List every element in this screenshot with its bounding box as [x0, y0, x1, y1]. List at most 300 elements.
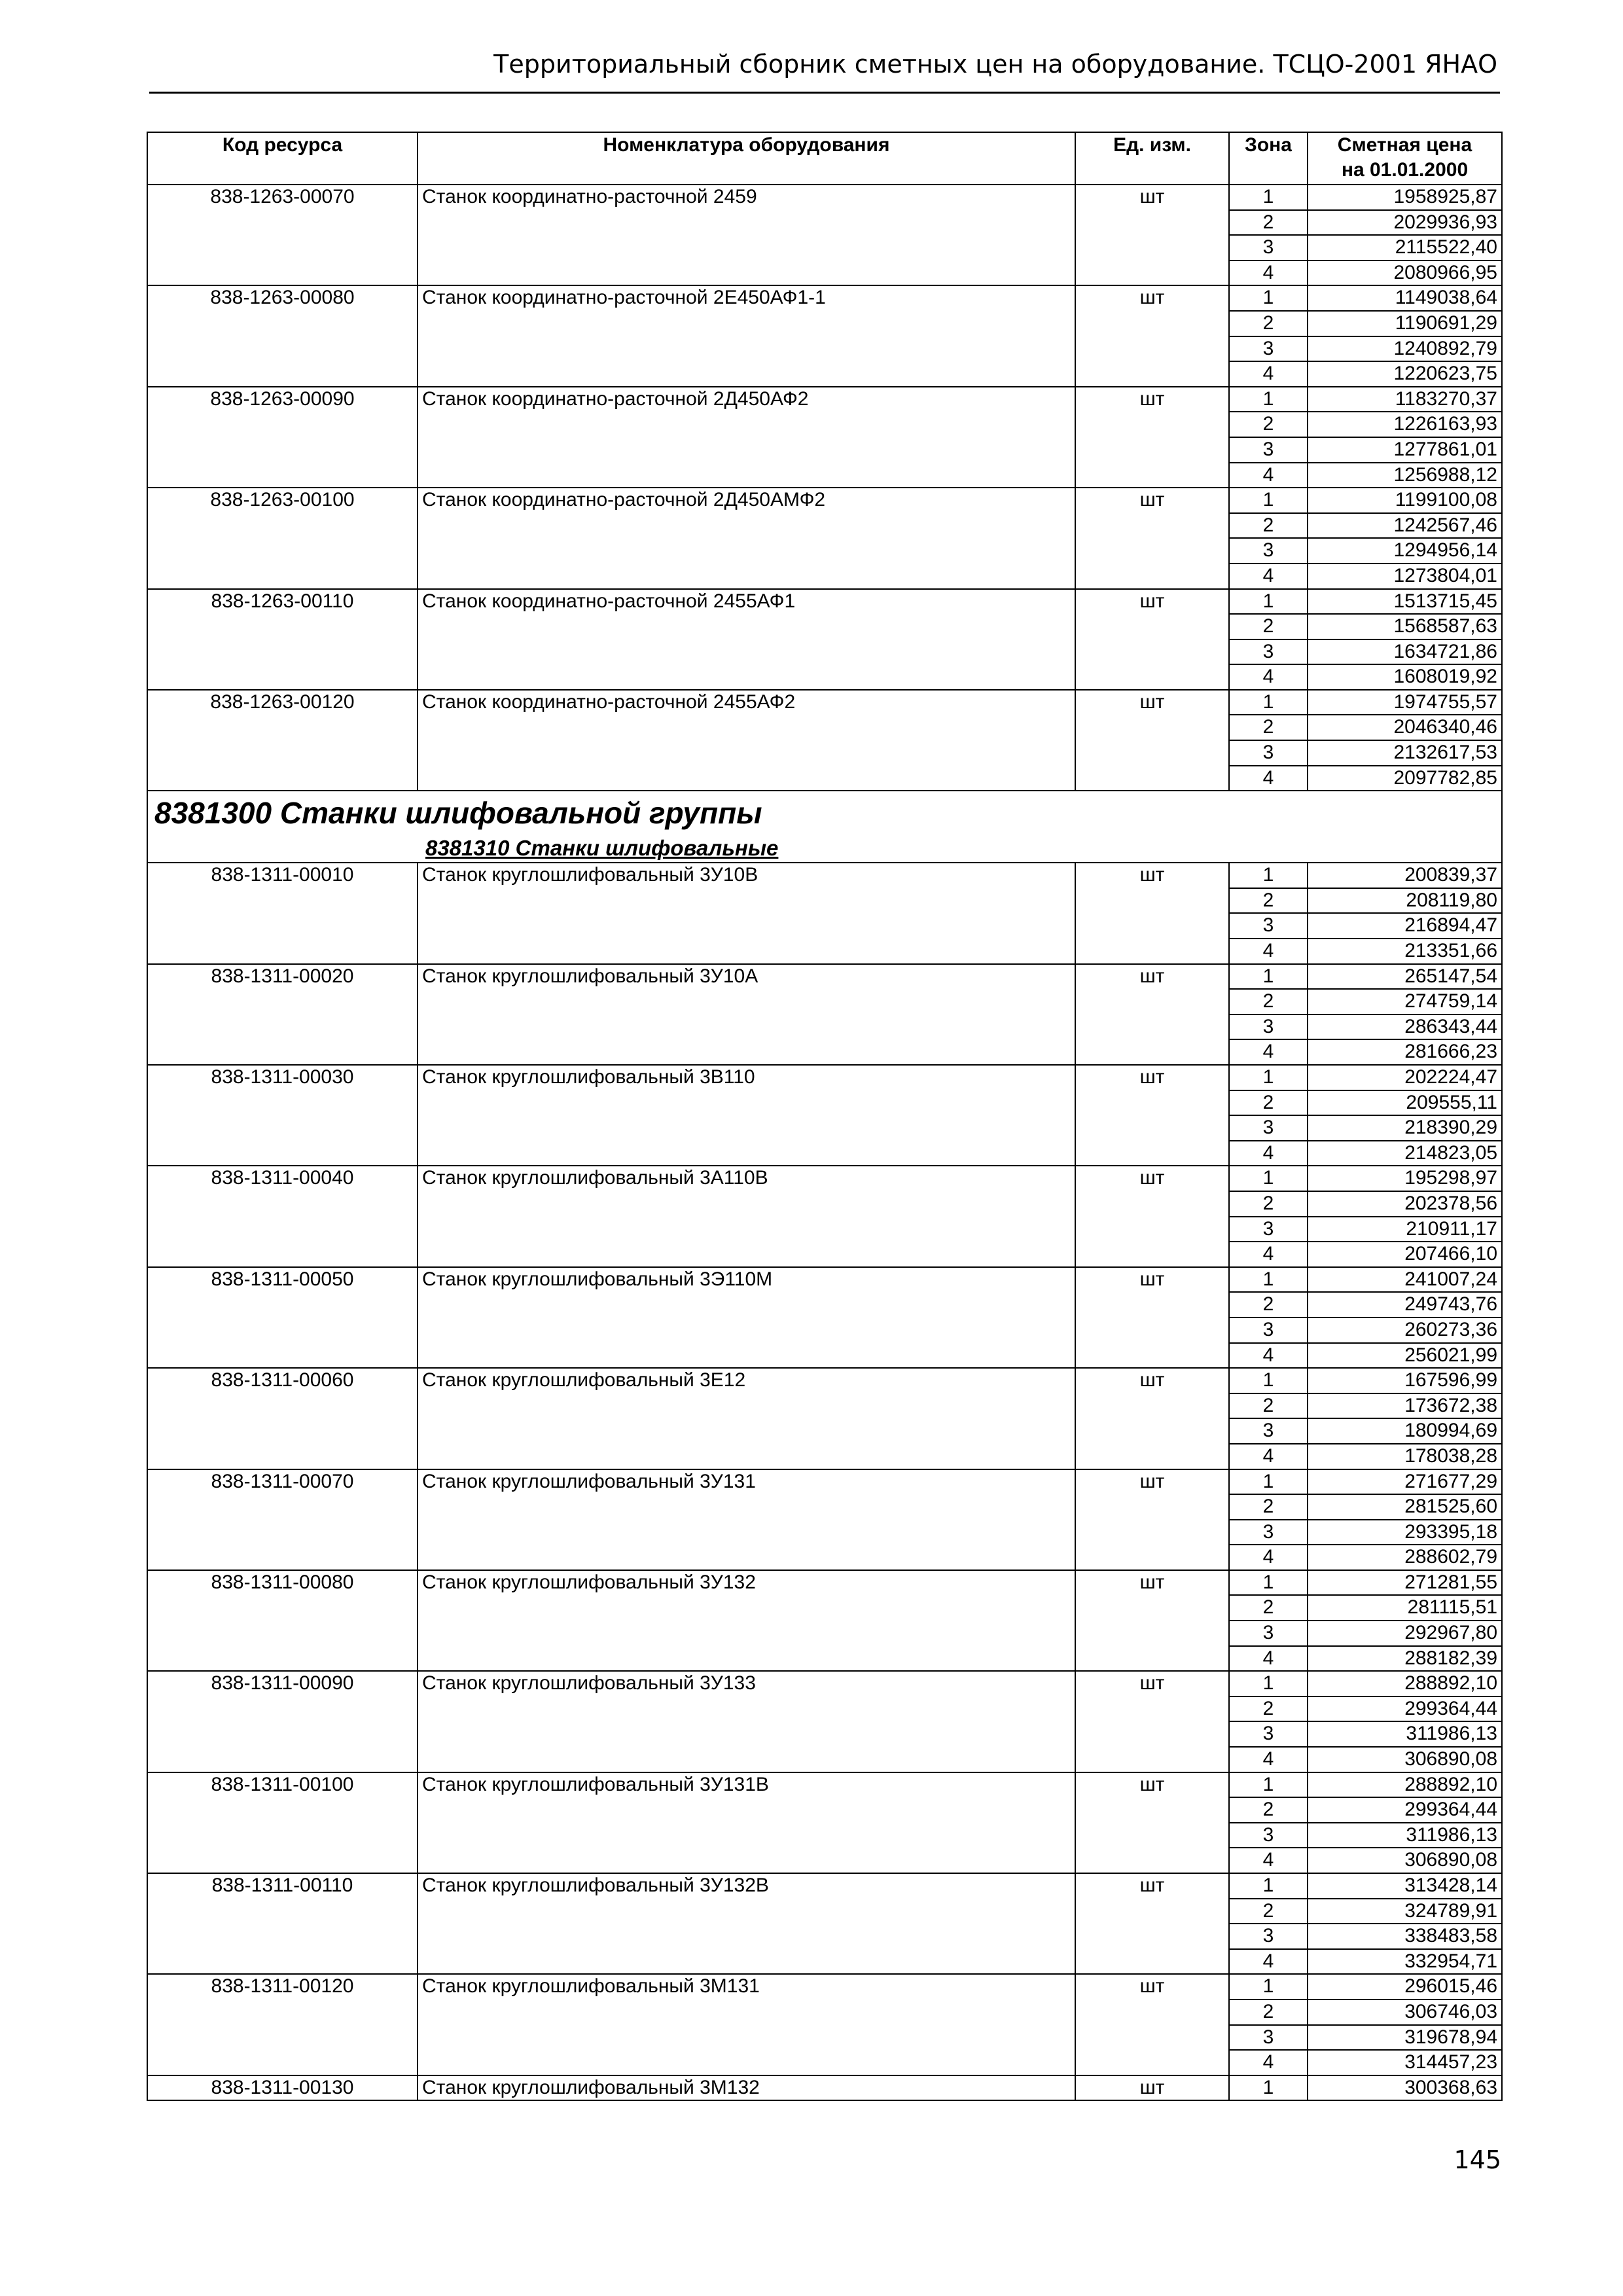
zone-number: 1 — [1229, 1368, 1308, 1393]
equipment-name-empty — [418, 1418, 1075, 1444]
unit-of-measure-empty — [1075, 1318, 1229, 1343]
unit-of-measure: шт — [1075, 1873, 1229, 1899]
estimated-price: 292967,80 — [1308, 1621, 1502, 1646]
zone-number: 3 — [1229, 1217, 1308, 1242]
estimated-price: 1220623,75 — [1308, 361, 1502, 387]
unit-of-measure-empty — [1075, 1797, 1229, 1823]
resource-code-empty — [147, 1899, 418, 1924]
unit-of-measure: шт — [1075, 1671, 1229, 1696]
resource-code-empty — [147, 989, 418, 1014]
equipment-name-empty — [418, 1924, 1075, 1949]
unit-of-measure: шт — [1075, 1974, 1229, 2000]
unit-of-measure-empty — [1075, 1595, 1229, 1621]
estimated-price: 286343,44 — [1308, 1014, 1502, 1040]
equipment-name: Станок круглошлифовальный 3У10А — [418, 964, 1075, 990]
section-title: 8381300 Станки шлифовальной группы — [147, 791, 1502, 834]
estimated-price: 1608019,92 — [1308, 664, 1502, 690]
table-row — [147, 1721, 1502, 1747]
table-row — [147, 1343, 1502, 1369]
estimated-price: 271281,55 — [1308, 1570, 1502, 1596]
unit-of-measure-empty — [1075, 1520, 1229, 1545]
equipment-name-empty — [418, 1949, 1075, 1975]
resource-code-empty — [147, 1949, 418, 1975]
resource-code-empty — [147, 1242, 418, 1267]
zone-number: 4 — [1229, 260, 1308, 286]
table-row — [147, 1621, 1502, 1646]
estimated-price: 1974755,57 — [1308, 690, 1502, 715]
table-row — [147, 235, 1502, 260]
estimated-price: 2080966,95 — [1308, 260, 1502, 286]
column-header-price — [1308, 132, 1502, 185]
price-header-line2: на 01.01.2000 — [1341, 159, 1469, 181]
estimated-price: 216894,47 — [1308, 913, 1502, 939]
estimated-price: 281666,23 — [1308, 1039, 1502, 1065]
unit-of-measure: шт — [1075, 1267, 1229, 1293]
table-row — [147, 690, 1502, 715]
table-row — [147, 1469, 1502, 1495]
unit-of-measure-empty — [1075, 1646, 1229, 1672]
table-row — [147, 1949, 1502, 1975]
table-row — [147, 1418, 1502, 1444]
estimated-price: 306746,03 — [1308, 2000, 1502, 2025]
table-row — [147, 513, 1502, 539]
zone-number: 1 — [1229, 488, 1308, 513]
resource-code-empty — [147, 513, 418, 539]
zone-number: 3 — [1229, 1520, 1308, 1545]
resource-code-empty — [147, 1848, 418, 1873]
estimated-price: 2115522,40 — [1308, 235, 1502, 260]
table-row — [147, 1899, 1502, 1924]
equipment-name: Станок круглошлифовальный 3У10В — [418, 863, 1075, 888]
zone-number: 2 — [1229, 1595, 1308, 1621]
table-row — [147, 1014, 1502, 1040]
equipment-name-empty — [418, 639, 1075, 665]
zone-number: 4 — [1229, 2050, 1308, 2075]
resource-code-empty — [147, 1621, 418, 1646]
equipment-name-empty — [418, 564, 1075, 589]
table-row — [147, 1368, 1502, 1393]
estimated-price: 324789,91 — [1308, 1899, 1502, 1924]
subsection-heading-row — [147, 834, 1502, 863]
estimated-price: 213351,66 — [1308, 939, 1502, 964]
table-row — [147, 1090, 1502, 1116]
table-row — [147, 740, 1502, 766]
resource-code-empty — [147, 1014, 418, 1040]
resource-code-empty — [147, 913, 418, 939]
equipment-name-empty — [418, 412, 1075, 437]
resource-code-empty — [147, 888, 418, 914]
table-row — [147, 1747, 1502, 1772]
estimated-price: 180994,69 — [1308, 1418, 1502, 1444]
unit-of-measure-empty — [1075, 564, 1229, 589]
resource-code-empty — [147, 664, 418, 690]
column-header-unit: Ед. изм. — [1075, 132, 1229, 185]
column-header-name: Номенклатура оборудования — [418, 132, 1075, 185]
unit-of-measure: шт — [1075, 185, 1229, 210]
equipment-name-empty — [418, 740, 1075, 766]
subsection-title: 8381310 Станки шлифовальные — [425, 836, 779, 861]
estimated-price: 200839,37 — [1308, 863, 1502, 888]
equipment-name-empty — [418, 538, 1075, 564]
estimated-price: 1199100,08 — [1308, 488, 1502, 513]
equipment-name-empty — [418, 1014, 1075, 1040]
zone-number: 4 — [1229, 361, 1308, 387]
estimated-price: 241007,24 — [1308, 1267, 1502, 1293]
estimated-price: 281115,51 — [1308, 1595, 1502, 1621]
unit-of-measure-empty — [1075, 1621, 1229, 1646]
zone-number: 2 — [1229, 311, 1308, 336]
estimated-price: 1190691,29 — [1308, 311, 1502, 336]
table-row — [147, 766, 1502, 791]
resource-code-empty — [147, 361, 418, 387]
unit-of-measure: шт — [1075, 1065, 1229, 1090]
resource-code: 838-1311-00080 — [147, 1570, 418, 1596]
equipment-name-empty — [418, 1444, 1075, 1469]
equipment-name-empty — [418, 463, 1075, 488]
equipment-name-empty — [418, 437, 1075, 463]
table-row — [147, 311, 1502, 336]
equipment-name-empty — [418, 2050, 1075, 2075]
equipment-name: Станок круглошлифовальный 3А110В — [418, 1166, 1075, 1191]
table-row — [147, 463, 1502, 488]
estimated-price: 332954,71 — [1308, 1949, 1502, 1975]
table-row — [147, 1039, 1502, 1065]
estimated-price: 313428,14 — [1308, 1873, 1502, 1899]
equipment-name: Станок координатно-расточной 2Е450АФ1-1 — [418, 285, 1075, 311]
table-row — [147, 1217, 1502, 1242]
estimated-price: 2046340,46 — [1308, 715, 1502, 740]
zone-number: 1 — [1229, 285, 1308, 311]
zone-number: 2 — [1229, 1090, 1308, 1116]
zone-number: 3 — [1229, 235, 1308, 260]
equipment-name-empty — [418, 989, 1075, 1014]
estimated-price: 1240892,79 — [1308, 336, 1502, 362]
zone-number: 1 — [1229, 185, 1308, 210]
estimated-price: 288182,39 — [1308, 1646, 1502, 1672]
estimated-price: 265147,54 — [1308, 964, 1502, 990]
estimated-price: 311986,13 — [1308, 1823, 1502, 1848]
equipment-name-empty — [418, 939, 1075, 964]
zone-number: 4 — [1229, 1848, 1308, 1873]
zone-number: 1 — [1229, 863, 1308, 888]
estimated-price: 202378,56 — [1308, 1191, 1502, 1217]
unit-of-measure-empty — [1075, 1418, 1229, 1444]
resource-code-empty — [147, 1090, 418, 1116]
estimated-price: 296015,46 — [1308, 1974, 1502, 2000]
unit-of-measure-empty — [1075, 1217, 1229, 1242]
zone-number: 1 — [1229, 1671, 1308, 1696]
table-row — [147, 2000, 1502, 2025]
zone-number: 2 — [1229, 614, 1308, 639]
section-block — [147, 791, 1502, 863]
resource-code: 838-1263-00080 — [147, 285, 418, 311]
resource-code-empty — [147, 1797, 418, 1823]
resource-code-empty — [147, 766, 418, 791]
table-row — [147, 210, 1502, 236]
resource-code: 838-1263-00090 — [147, 387, 418, 412]
table-row — [147, 1494, 1502, 1520]
resource-code-empty — [147, 1595, 418, 1621]
estimated-price: 218390,29 — [1308, 1115, 1502, 1141]
estimated-price: 299364,44 — [1308, 1696, 1502, 1722]
zone-number: 2 — [1229, 989, 1308, 1014]
zone-number: 4 — [1229, 1444, 1308, 1469]
unit-of-measure-empty — [1075, 1721, 1229, 1747]
zone-number: 2 — [1229, 1191, 1308, 1217]
unit-of-measure: шт — [1075, 1570, 1229, 1596]
unit-of-measure-empty — [1075, 1444, 1229, 1469]
unit-of-measure-empty — [1075, 1949, 1229, 1975]
resource-code-empty — [147, 1217, 418, 1242]
equipment-name-empty — [418, 1823, 1075, 1848]
equipment-name-empty — [418, 888, 1075, 914]
estimated-price: 195298,97 — [1308, 1166, 1502, 1191]
unit-of-measure-empty — [1075, 664, 1229, 690]
zone-number: 1 — [1229, 964, 1308, 990]
equipment-name-empty — [418, 1696, 1075, 1722]
equipment-name-empty — [418, 1899, 1075, 1924]
estimated-price: 338483,58 — [1308, 1924, 1502, 1949]
zone-number: 1 — [1229, 589, 1308, 615]
price-header-line1: Сметная цена — [1337, 134, 1472, 156]
table-row — [147, 285, 1502, 311]
zone-number: 1 — [1229, 1065, 1308, 1090]
resource-code: 838-1311-00090 — [147, 1671, 418, 1696]
equipment-name: Станок круглошлифовальный 3У131В — [418, 1772, 1075, 1798]
zone-number: 4 — [1229, 1242, 1308, 1267]
zone-number: 1 — [1229, 1267, 1308, 1293]
equipment-name: Станок круглошлифовальный 3У131 — [418, 1469, 1075, 1495]
zone-number: 3 — [1229, 1418, 1308, 1444]
equipment-name-empty — [418, 1115, 1075, 1141]
zone-number: 2 — [1229, 210, 1308, 236]
unit-of-measure-empty — [1075, 2000, 1229, 2025]
estimated-price: 249743,76 — [1308, 1292, 1502, 1318]
equipment-name-empty — [418, 614, 1075, 639]
zone-number: 3 — [1229, 1924, 1308, 1949]
equipment-name-empty — [418, 1242, 1075, 1267]
table-row — [147, 1166, 1502, 1191]
column-header-code: Код ресурса — [147, 132, 418, 185]
unit-of-measure: шт — [1075, 1469, 1229, 1495]
estimated-price: 1277861,01 — [1308, 437, 1502, 463]
unit-of-measure: шт — [1075, 1772, 1229, 1798]
unit-of-measure-empty — [1075, 715, 1229, 740]
unit-of-measure: шт — [1075, 964, 1229, 990]
table-row — [147, 1797, 1502, 1823]
zone-number: 1 — [1229, 387, 1308, 412]
estimated-price: 281525,60 — [1308, 1494, 1502, 1520]
estimated-price: 256021,99 — [1308, 1343, 1502, 1369]
equipment-name: Станок координатно-расточной 2Д450АМФ2 — [418, 488, 1075, 513]
zone-number: 3 — [1229, 639, 1308, 665]
resource-code-empty — [147, 715, 418, 740]
unit-of-measure-empty — [1075, 336, 1229, 362]
unit-of-measure-empty — [1075, 260, 1229, 286]
resource-code-empty — [147, 538, 418, 564]
equipment-name: Станок круглошлифовальный 3Э110М — [418, 1267, 1075, 1293]
unit-of-measure: шт — [1075, 589, 1229, 615]
unit-of-measure: шт — [1075, 1166, 1229, 1191]
unit-of-measure-empty — [1075, 1191, 1229, 1217]
equipment-name: Станок координатно-расточной 2Д450АФ2 — [418, 387, 1075, 412]
resource-code-empty — [147, 1418, 418, 1444]
zone-number: 1 — [1229, 1873, 1308, 1899]
unit-of-measure: шт — [1075, 690, 1229, 715]
estimated-price: 1513715,45 — [1308, 589, 1502, 615]
unit-of-measure-empty — [1075, 1090, 1229, 1116]
estimated-price: 208119,80 — [1308, 888, 1502, 914]
estimated-price: 306890,08 — [1308, 1747, 1502, 1772]
resource-code-empty — [147, 1747, 418, 1772]
equipment-name-empty — [418, 766, 1075, 791]
table-row — [147, 1191, 1502, 1217]
zone-number: 1 — [1229, 1469, 1308, 1495]
table-row — [147, 863, 1502, 888]
equipment-name-empty — [418, 1292, 1075, 1318]
table-row — [147, 1823, 1502, 1848]
estimated-price: 207466,10 — [1308, 1242, 1502, 1267]
unit-of-measure-empty — [1075, 437, 1229, 463]
table-row — [147, 1520, 1502, 1545]
unit-of-measure-empty — [1075, 1292, 1229, 1318]
resource-code-empty — [147, 1646, 418, 1672]
table-row — [147, 1873, 1502, 1899]
resource-code: 838-1311-00030 — [147, 1065, 418, 1090]
resource-code-empty — [147, 1318, 418, 1343]
zone-number: 4 — [1229, 939, 1308, 964]
unit-of-measure-empty — [1075, 235, 1229, 260]
zone-number: 2 — [1229, 715, 1308, 740]
unit-of-measure: шт — [1075, 863, 1229, 888]
resource-code-empty — [147, 939, 418, 964]
table-row — [147, 1595, 1502, 1621]
resource-code-empty — [147, 1393, 418, 1419]
unit-of-measure-empty — [1075, 1696, 1229, 1722]
table-row — [147, 989, 1502, 1014]
equipment-name-empty — [418, 2025, 1075, 2051]
zone-number: 3 — [1229, 437, 1308, 463]
zone-number: 4 — [1229, 463, 1308, 488]
estimated-price: 214823,05 — [1308, 1141, 1502, 1166]
table-row — [147, 1924, 1502, 1949]
equipment-name: Станок координатно-расточной 2455АФ2 — [418, 690, 1075, 715]
resource-code-empty — [147, 210, 418, 236]
table-row — [147, 913, 1502, 939]
estimated-price: 167596,99 — [1308, 1368, 1502, 1393]
estimated-price: 306890,08 — [1308, 1848, 1502, 1873]
resource-code-empty — [147, 412, 418, 437]
equipment-name: Станок круглошлифовальный 3В110 — [418, 1065, 1075, 1090]
table-row — [147, 1570, 1502, 1596]
equipment-name-empty — [418, 1318, 1075, 1343]
resource-code: 838-1263-00070 — [147, 185, 418, 210]
resource-code: 838-1311-00050 — [147, 1267, 418, 1293]
table-row — [147, 1545, 1502, 1570]
equipment-name-empty — [418, 1520, 1075, 1545]
equipment-name-empty — [418, 1545, 1075, 1570]
table-row — [147, 564, 1502, 589]
zone-number: 1 — [1229, 1974, 1308, 2000]
zone-number: 4 — [1229, 1141, 1308, 1166]
unit-of-measure-empty — [1075, 888, 1229, 914]
zone-number: 3 — [1229, 1115, 1308, 1141]
estimated-price: 2029936,93 — [1308, 210, 1502, 236]
zone-number: 2 — [1229, 1899, 1308, 1924]
unit-of-measure-empty — [1075, 1924, 1229, 1949]
estimated-price: 2097782,85 — [1308, 766, 1502, 791]
zone-number: 3 — [1229, 1621, 1308, 1646]
unit-of-measure-empty — [1075, 361, 1229, 387]
zone-number: 3 — [1229, 740, 1308, 766]
estimated-price: 1634721,86 — [1308, 639, 1502, 665]
table-row — [147, 185, 1502, 210]
table-row — [147, 664, 1502, 690]
equipment-name-empty — [418, 260, 1075, 286]
equipment-name-empty — [418, 1090, 1075, 1116]
unit-of-measure-empty — [1075, 2050, 1229, 2075]
equipment-name-empty — [418, 1191, 1075, 1217]
zone-number: 3 — [1229, 1823, 1308, 1848]
resource-code-empty — [147, 311, 418, 336]
unit-of-measure-empty — [1075, 766, 1229, 791]
zone-number: 1 — [1229, 2075, 1308, 2101]
unit-of-measure-empty — [1075, 989, 1229, 1014]
resource-code: 838-1311-00010 — [147, 863, 418, 888]
resource-code: 838-1311-00060 — [147, 1368, 418, 1393]
unit-of-measure-empty — [1075, 412, 1229, 437]
estimated-price: 1242567,46 — [1308, 513, 1502, 539]
equipment-name: Станок круглошлифовальный 3Е12 — [418, 1368, 1075, 1393]
resource-code: 838-1311-00120 — [147, 1974, 418, 2000]
table-row — [147, 1974, 1502, 2000]
unit-of-measure: шт — [1075, 1368, 1229, 1393]
zone-number: 3 — [1229, 538, 1308, 564]
zone-number: 4 — [1229, 564, 1308, 589]
resource-code-empty — [147, 1696, 418, 1722]
table-row — [147, 437, 1502, 463]
equipment-name-empty — [418, 210, 1075, 236]
table-row — [147, 639, 1502, 665]
equipment-name-empty — [418, 1621, 1075, 1646]
resource-code-empty — [147, 1141, 418, 1166]
estimated-price: 1183270,37 — [1308, 387, 1502, 412]
resource-code-empty — [147, 1115, 418, 1141]
zone-number: 2 — [1229, 1494, 1308, 1520]
table-row — [147, 1292, 1502, 1318]
equipment-name-empty — [418, 235, 1075, 260]
unit-of-measure: шт — [1075, 2075, 1229, 2101]
equipment-name: Станок круглошлифовальный 3У132В — [418, 1873, 1075, 1899]
resource-code-empty — [147, 740, 418, 766]
estimated-price: 300368,63 — [1308, 2075, 1502, 2101]
table-row — [147, 2075, 1502, 2101]
zone-number: 4 — [1229, 1039, 1308, 1065]
zone-number: 2 — [1229, 1393, 1308, 1419]
table-row — [147, 1696, 1502, 1722]
resource-code-empty — [147, 1494, 418, 1520]
equipment-name-empty — [418, 2000, 1075, 2025]
resource-code-empty — [147, 437, 418, 463]
table-row — [147, 2050, 1502, 2075]
table-row — [147, 1065, 1502, 1090]
unit-of-measure-empty — [1075, 2025, 1229, 2051]
estimated-price: 1273804,01 — [1308, 564, 1502, 589]
equipment-name-empty — [418, 1217, 1075, 1242]
table-row — [147, 260, 1502, 286]
items-block-boring — [147, 185, 1502, 791]
unit-of-measure-empty — [1075, 913, 1229, 939]
